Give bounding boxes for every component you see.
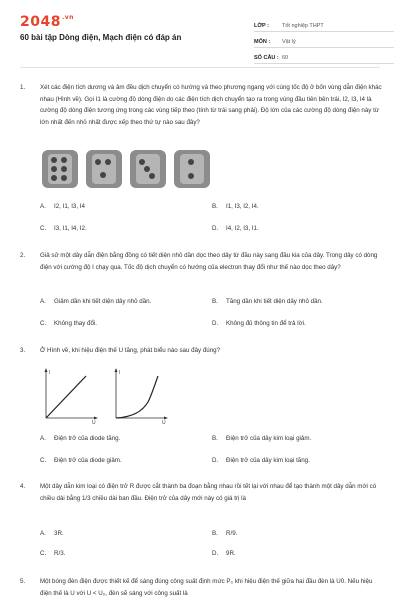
option-b[interactable]: B. Điện trở của dây kim loại giảm. — [212, 435, 312, 442]
iv-graphs-figure — [40, 366, 170, 424]
region-2 — [86, 150, 122, 188]
option-a[interactable]: A. Điện trở của diode tăng. — [40, 435, 121, 442]
document-meta — [254, 16, 394, 64]
site-logo[interactable]: $2048^{.vn}$ — [20, 14, 74, 30]
option-c[interactable]: C. R/3. — [40, 550, 66, 557]
option-b[interactable]: B. I1, I3, I2, I4. — [212, 203, 259, 210]
question-1 — [20, 82, 382, 128]
question-number: 1. — [20, 84, 26, 91]
region-1 — [42, 150, 78, 188]
axis-label-u: U — [162, 420, 166, 424]
header-divider — [20, 67, 380, 68]
option-c[interactable]: C. Điện trở của diode giảm. — [40, 457, 122, 464]
option-a[interactable]: A. 3R. — [40, 530, 64, 537]
option-b[interactable]: B. R/9. — [212, 530, 238, 537]
option-d[interactable]: D. I4, I2, I3, I1. — [212, 225, 259, 232]
option-c[interactable]: C. I3, I1, I4, I2. — [40, 225, 87, 232]
question-number: 2. — [20, 252, 26, 259]
meta-key: SỐ CÂU : — [254, 55, 279, 61]
question-3 — [20, 345, 382, 357]
meta-key: MÔN : — [254, 39, 271, 45]
meta-subject-row — [254, 32, 394, 48]
meta-class-row — [254, 16, 394, 32]
axis-label-i: I — [49, 370, 51, 376]
question-2 — [20, 250, 382, 273]
meta-key: LỚP : — [254, 23, 269, 29]
region-4 — [174, 150, 210, 188]
question-4 — [20, 481, 382, 504]
question-text: Một bóng đèn điện được thiết kế để sáng đúng công suất định mức P₀ khi hiệu điện thế giữa hai đầu đèn là U0. Nếu hiệu điện thế là U với U < U₀, đèn sẽ sáng với công suất là — [40, 578, 373, 597]
region-3 — [130, 150, 166, 188]
meta-value: Vật lý — [282, 39, 296, 45]
meta-value: Tốt nghiệp THPT — [282, 23, 324, 29]
option-c[interactable]: C. Không thay đổi. — [40, 320, 98, 327]
page-title: 60 bài tập Dòng điện, Mạch điện có đáp án — [20, 33, 182, 42]
option-d[interactable]: D. 9R. — [212, 550, 236, 557]
question-number: 3. — [20, 347, 26, 354]
question-text: Giả sử một dây dẫn điện bằng đồng có tiết diện nhỏ dần dọc theo dây từ đầu này sang đầu kia của dây. Trong dây có dòng điện với cường độ I chạy qua. Tốc độ dịch chuyển có hướng của electron thay đổi như thế nào dọc theo dây? — [40, 252, 378, 271]
graph-wire — [45, 368, 99, 424]
option-a[interactable]: A. I2, I1, I3, I4 — [40, 203, 85, 210]
meta-value: 60 — [282, 55, 289, 61]
meta-count-row — [254, 48, 394, 64]
question-text: Ở Hình về, khi hiệu điện thế U tăng, phát biểu nào sau đây đúng? — [40, 347, 221, 354]
option-b[interactable]: B. Tăng dần khi tiết diện dây nhỏ dần. — [212, 298, 323, 305]
question-number: 5. — [20, 578, 26, 585]
question-5 — [20, 576, 382, 599]
axis-label-u: U — [92, 420, 96, 424]
question-number: 4. — [20, 483, 26, 490]
question-text: Xét các điện tích dương và âm đều dịch chuyển có hướng và theo phương ngang với cùng tốc độ ở bốn vùng dẫn điện khác nhau (Hình về). Gọi I1 là cường độ dòng điện do các điện tích dịch chuyển tạo ra trong vùng đầu tiên bên trái, I2, I3, I4 là cường độ dòng điện tương ứng trong các vùng tiếp theo (tính từ trái sang phải). Độ lớn của các cường độ dòng điện này từ lớn nhất đến nhỏ nhất được xếp theo thứ tự nào sau đây? — [40, 84, 382, 126]
option-d[interactable]: D. Điện trở của dây kim loại tăng. — [212, 457, 310, 464]
axis-label-i: I — [119, 370, 121, 376]
option-d[interactable]: D. Không đủ thông tin để trả lời. — [212, 320, 306, 327]
conductor-regions-figure — [40, 148, 220, 192]
question-text: Một dây dẫn kim loại có điện trở R được cắt thành ba đoạn bằng nhau rồi tết lại với nhau để tạo thành một dây dẫn mới có chiều dài bằng 1/3 chiều dài ban đầu. Điện trở của dây mới này có giá trị là — [40, 483, 377, 502]
option-a[interactable]: A. Giảm dần khi tiết diện dây nhỏ dần. — [40, 298, 152, 305]
graph-diode — [115, 368, 169, 424]
